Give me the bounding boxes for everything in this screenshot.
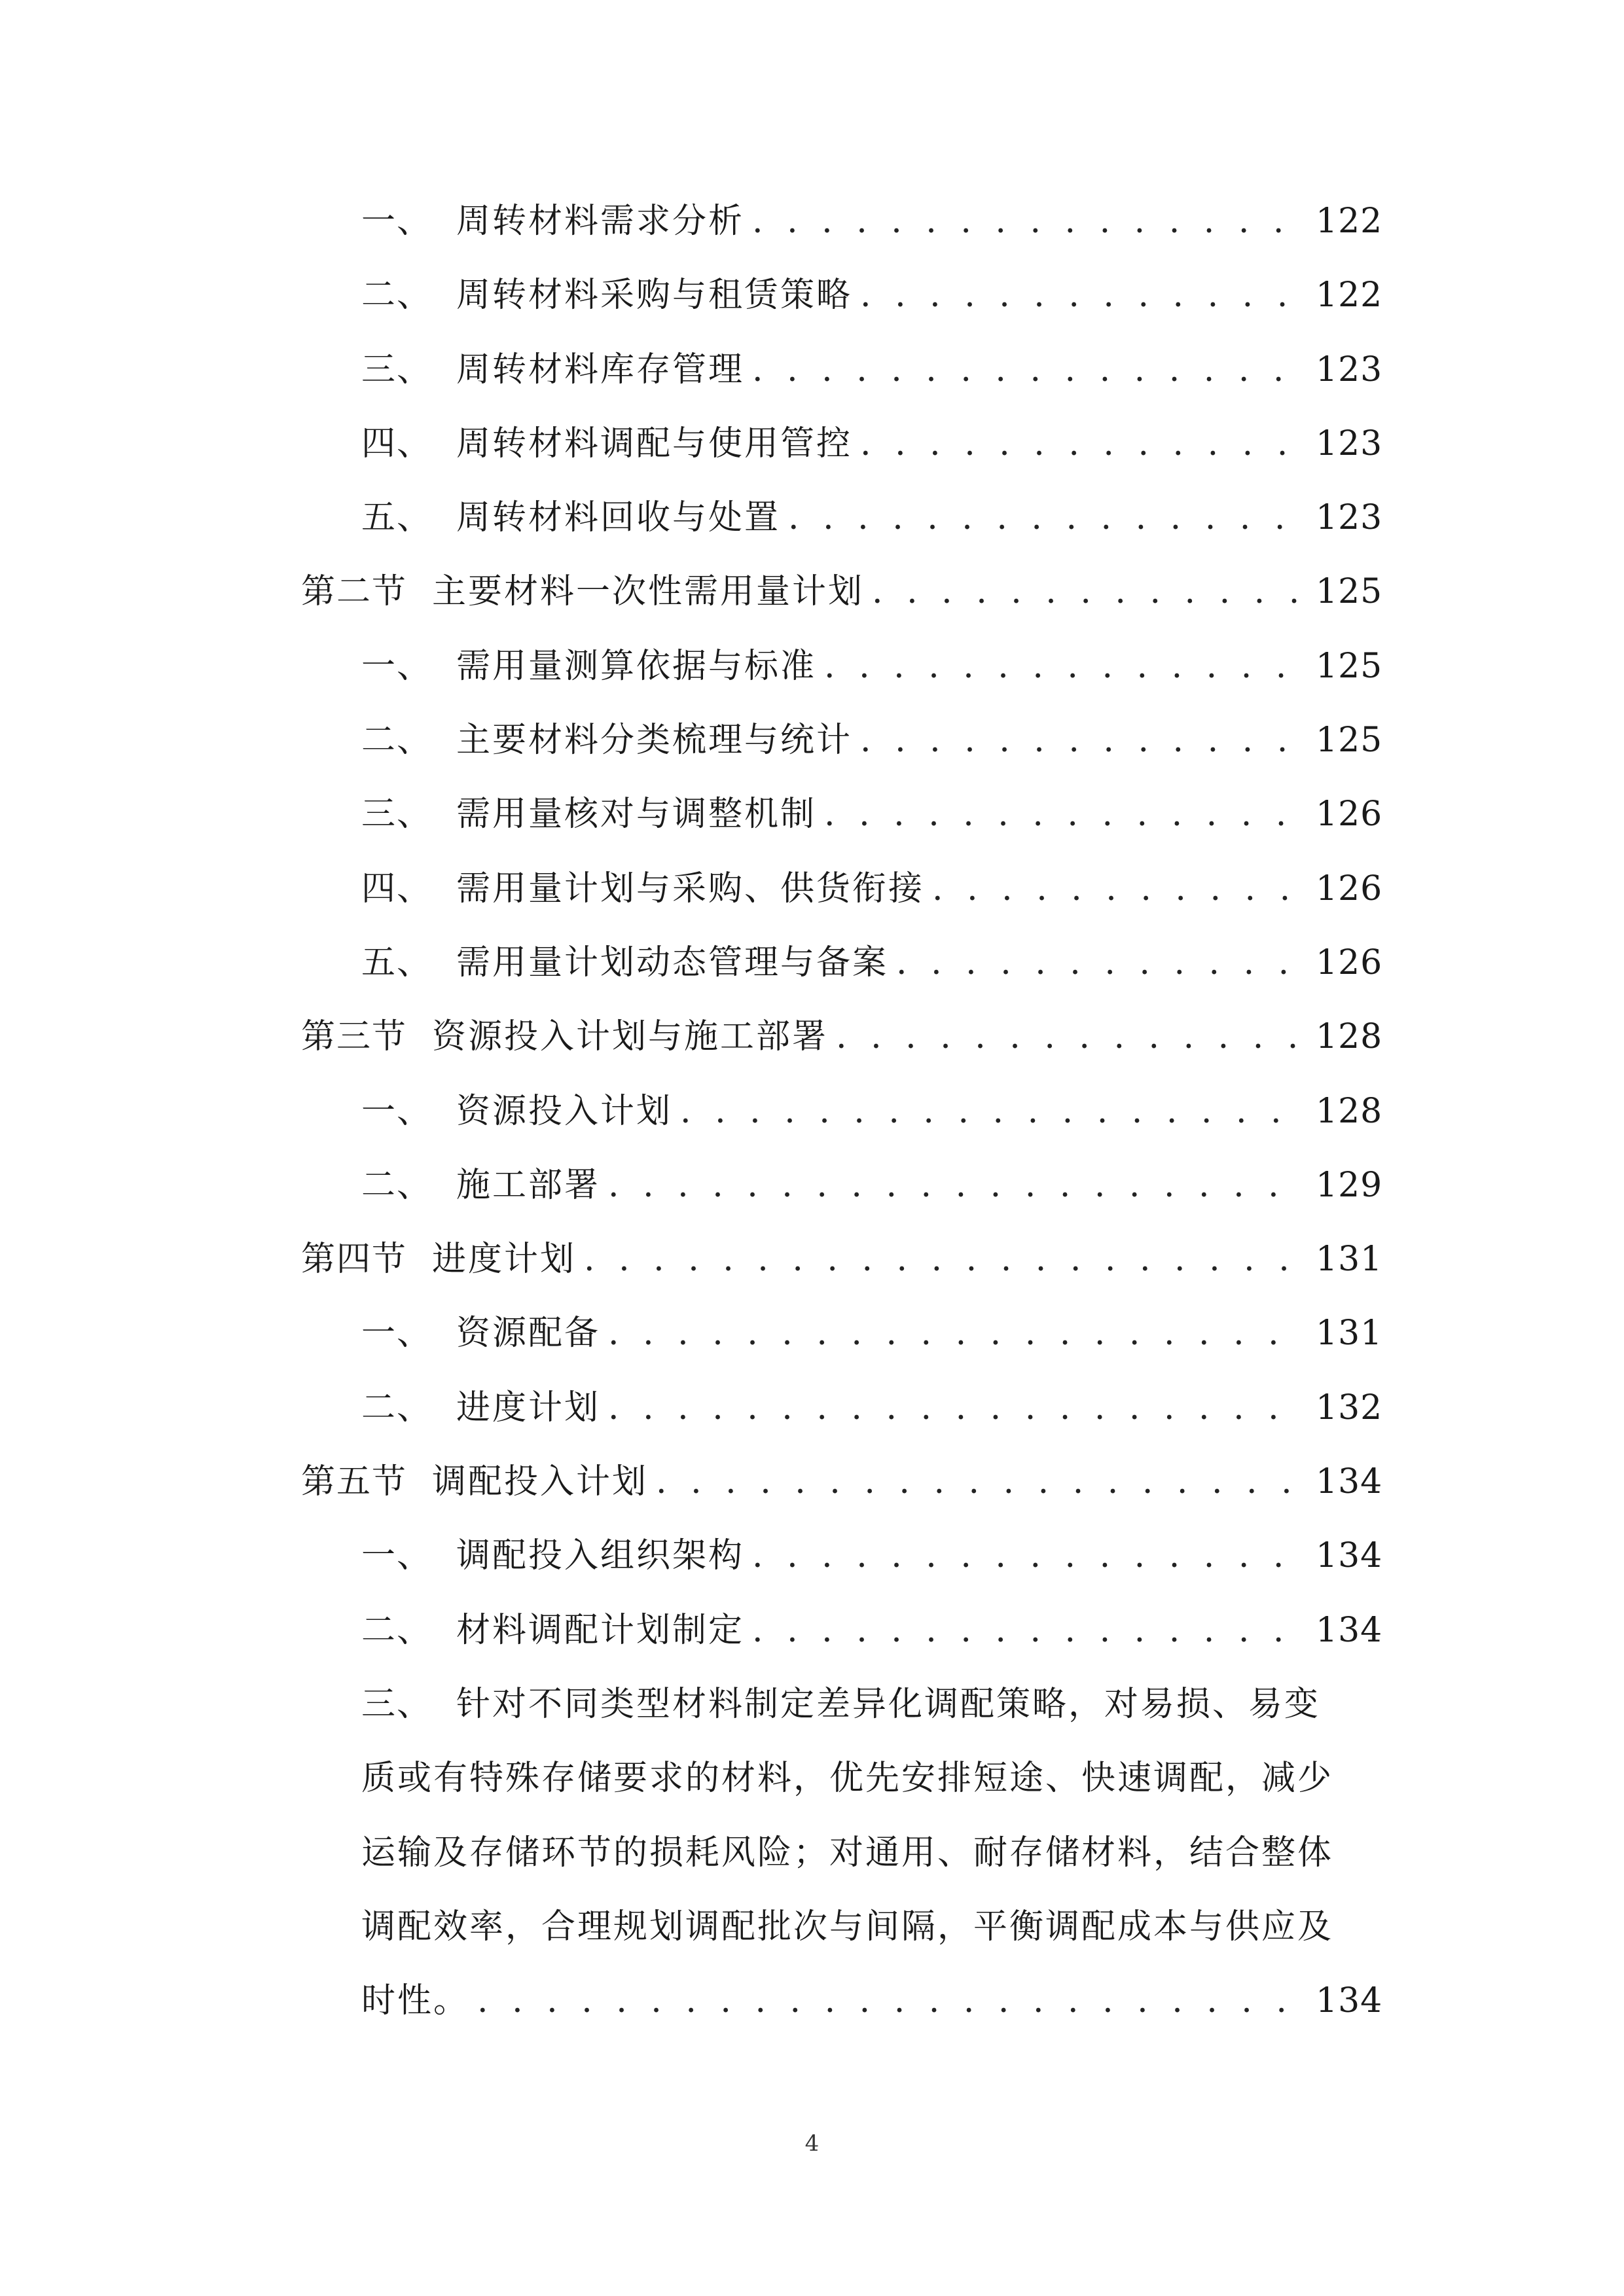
toc-entry-number: 第五节: [301, 1462, 408, 1502]
toc-entry-title: 主要材料分类梳理与统计: [456, 721, 853, 761]
toc-page-number: 134: [1316, 1981, 1383, 2021]
toc-entry-number: 一、: [361, 1091, 433, 1131]
page-number-footer: 4: [804, 2130, 820, 2157]
toc-entry-number: 二、: [361, 721, 433, 761]
toc-entry-title: 需用量测算依据与标准: [456, 646, 817, 686]
toc-page-number: 134: [1316, 1462, 1383, 1502]
toc-page-number: 125: [1316, 572, 1383, 612]
toc-entry-title: 周转材料需求分析: [456, 202, 745, 241]
dot-leader: [608, 1149, 1305, 1223]
toc-page-number: 134: [1316, 1610, 1383, 1650]
toc-subsection-entry[interactable]: [301, 778, 1383, 852]
toc-page-number: 122: [1316, 276, 1383, 315]
toc-entry-title: 周转材料调配与使用管控: [456, 423, 853, 463]
dot-leader: [752, 1519, 1305, 1593]
toc-entry-long[interactable]: [301, 1668, 1383, 2038]
toc-entry-number: 二、: [361, 1388, 433, 1427]
toc-subsection-entry[interactable]: [301, 1371, 1383, 1445]
toc-page-number: 125: [1316, 721, 1383, 761]
table-of-contents: [301, 185, 1383, 2038]
toc-section-entry[interactable]: [301, 1000, 1383, 1074]
toc-subsection-entry[interactable]: [301, 1075, 1383, 1149]
toc-entry-number: 第三节: [301, 1017, 408, 1057]
toc-entry-number: 一、: [361, 646, 433, 686]
toc-page-number: 126: [1316, 869, 1383, 908]
toc-subsection-entry[interactable]: [301, 1594, 1383, 1668]
toc-entry-long-last-line: [361, 1964, 1383, 2038]
toc-subsection-entry[interactable]: [301, 407, 1383, 481]
toc-entry-title: 需用量计划动态管理与备案: [456, 942, 889, 982]
toc-entry-number: 二、: [361, 1165, 433, 1205]
toc-subsection-entry[interactable]: [301, 704, 1383, 778]
toc-page-number: 122: [1316, 202, 1383, 241]
toc-section-entry[interactable]: [301, 1445, 1383, 1519]
toc-page-number: 126: [1316, 795, 1383, 834]
toc-entry-number: 第四节: [301, 1240, 408, 1280]
toc-entry-title: 材料调配计划制定: [456, 1610, 745, 1650]
toc-page-number: 126: [1316, 942, 1383, 982]
toc-subsection-entry[interactable]: [301, 1149, 1383, 1223]
toc-entry-title: 资源投入计划与施工部署: [432, 1017, 829, 1057]
dot-leader: [477, 1964, 1305, 2038]
toc-page-number: 125: [1316, 646, 1383, 686]
toc-page-number: 134: [1316, 1536, 1383, 1576]
toc-subsection-entry[interactable]: [301, 185, 1383, 259]
toc-entry-title: 进度计划: [456, 1388, 601, 1427]
dot-leader: [836, 1000, 1305, 1074]
dot-leader: [860, 704, 1305, 778]
dot-leader: [656, 1445, 1305, 1519]
dot-leader: [752, 333, 1305, 407]
toc-entry-number: 第二节: [301, 572, 408, 612]
toc-entry-number: 二、: [361, 1610, 433, 1650]
toc-section-entry[interactable]: [301, 555, 1383, 629]
toc-entry-number: 四、: [361, 869, 433, 908]
toc-entry-number: 三、: [361, 1684, 433, 1724]
toc-entry-title: 施工部署: [456, 1165, 601, 1205]
toc-page-number: 123: [1316, 423, 1383, 463]
toc-entry-title: 周转材料采购与租赁策略: [456, 276, 853, 315]
toc-entry-title: 调配投入计划: [432, 1462, 649, 1502]
toc-page-number: 123: [1316, 498, 1383, 538]
dot-leader: [608, 1371, 1305, 1445]
dot-leader: [680, 1075, 1305, 1149]
dot-leader: [872, 555, 1305, 629]
toc-page-number: 123: [1316, 350, 1383, 389]
dot-leader: [584, 1223, 1305, 1297]
toc-entry-title-line: 运输及存储环节的损耗风险；对通用、耐存储材料，结合整体: [361, 1833, 1334, 1873]
toc-entry-number: 二、: [361, 276, 433, 315]
toc-entry-number: 一、: [361, 1314, 433, 1354]
toc-entry-number: 四、: [361, 423, 433, 463]
toc-subsection-entry[interactable]: [301, 630, 1383, 704]
toc-subsection-entry[interactable]: [301, 481, 1383, 555]
toc-entry-number: 三、: [361, 795, 433, 834]
toc-entry-title-line: 质或有特殊存储要求的材料，优先安排短途、快速调配，减少: [361, 1759, 1334, 1799]
toc-page-number: 131: [1316, 1240, 1383, 1280]
toc-entry-number: 五、: [361, 498, 433, 538]
toc-section-entry[interactable]: [301, 1223, 1383, 1297]
dot-leader: [860, 259, 1305, 332]
toc-entry-number: 五、: [361, 942, 433, 982]
dot-leader: [788, 481, 1305, 555]
toc-entry-title-line: 调配效率，合理规划调配批次与间隔，平衡调配成本与供应及: [361, 1907, 1334, 1946]
toc-entry-title: 需用量核对与调整机制: [456, 795, 817, 834]
toc-entry-title: 进度计划: [432, 1240, 577, 1280]
toc-entry-title: 周转材料库存管理: [456, 350, 745, 389]
toc-subsection-entry[interactable]: [301, 1519, 1383, 1593]
dot-leader: [752, 185, 1305, 259]
toc-subsection-entry[interactable]: [301, 1297, 1383, 1371]
toc-entry-title: 需用量计划与采购、供货衔接: [456, 869, 925, 908]
dot-leader: [824, 778, 1305, 852]
dot-leader: [752, 1594, 1305, 1668]
toc-entry-number: 一、: [361, 1536, 433, 1576]
dot-leader: [608, 1297, 1305, 1371]
toc-entry-title: 资源配备: [456, 1314, 601, 1354]
toc-entry-title: 主要材料一次性需用量计划: [432, 572, 865, 612]
toc-entry-number: 三、: [361, 350, 433, 389]
toc-entry-title-line: 时性。: [361, 1981, 470, 2021]
dot-leader: [932, 852, 1305, 926]
toc-subsection-entry[interactable]: [301, 333, 1383, 407]
toc-entry-title: 调配投入组织架构: [456, 1536, 745, 1576]
toc-page-number: 132: [1316, 1388, 1383, 1427]
dot-leader: [824, 630, 1305, 704]
toc-entry-long-line-1: [361, 1668, 1375, 1742]
toc-subsection-entry[interactable]: [301, 259, 1383, 332]
toc-page-number: 131: [1316, 1314, 1383, 1354]
toc-entry-title-line: 针对不同类型材料制定差异化调配策略，对易损、易变: [456, 1684, 1321, 1724]
toc-entry-number: 一、: [361, 202, 433, 241]
toc-subsection-entry[interactable]: [301, 852, 1383, 926]
toc-page-number: 128: [1316, 1091, 1383, 1131]
toc-entry-list: [301, 185, 1383, 1668]
toc-page-number: 129: [1316, 1165, 1383, 1205]
toc-entry-title: 资源投入计划: [456, 1091, 673, 1131]
dot-leader: [896, 926, 1305, 1000]
toc-entry-title: 周转材料回收与处置: [456, 498, 781, 538]
dot-leader: [860, 407, 1305, 481]
toc-subsection-entry[interactable]: [301, 926, 1383, 1000]
toc-page-number: 128: [1316, 1017, 1383, 1057]
